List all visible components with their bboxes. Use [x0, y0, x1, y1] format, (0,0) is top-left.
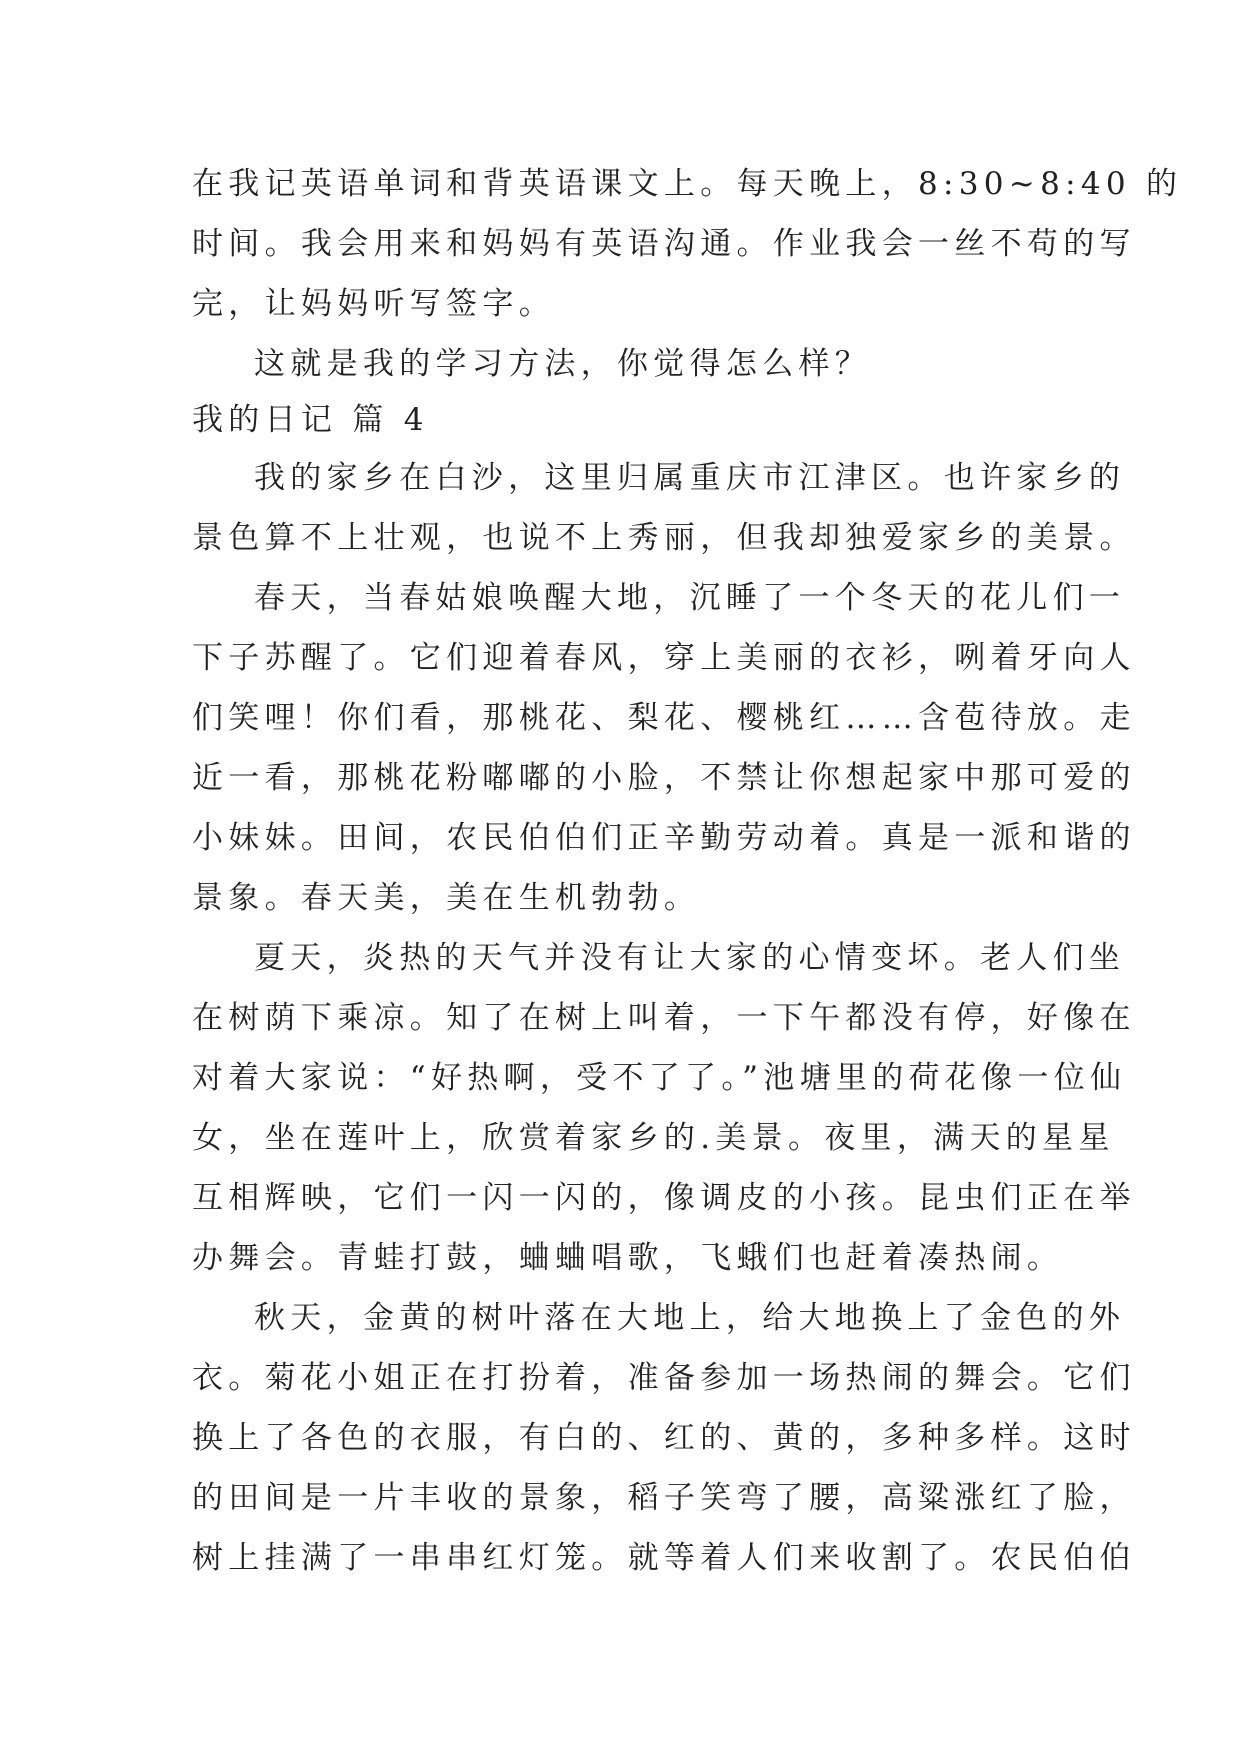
paragraph-line: 秋天，金黄的树叶落在大地上，给大地换上了金色的外: [254, 1300, 1126, 1336]
paragraph-line: 我的家乡在白沙，这里归属重庆市江津区。也许家乡的: [254, 460, 1126, 496]
paragraph-line: 们笑哩！你们看，那桃花、梨花、樱桃红……含苞待放。走: [192, 700, 1136, 736]
paragraph-line: 对着大家说：“好热啊，受不了了。”池塘里的荷花像一位仙: [192, 1060, 1127, 1096]
paragraph-line: 女，坐在莲叶上，欣赏着家乡的.美景。夜里，满天的星星: [192, 1120, 1115, 1156]
section-heading: 我的日记 篇 4: [192, 402, 429, 438]
paragraph-line: 树上挂满了一串串红灯笼。就等着人们来收割了。农民伯伯: [192, 1540, 1136, 1576]
paragraph-line: 下子苏醒了。它们迎着春风，穿上美丽的衣衫，咧着牙向人: [192, 640, 1136, 676]
text-line: 在我记英语单词和背英语课文上。每天晚上，8:30~8:40 的: [192, 166, 1183, 202]
paragraph-line: 夏天，炎热的天气并没有让大家的心情变坏。老人们坐: [254, 940, 1126, 976]
paragraph-line: 春天，当春姑娘唤醒大地，沉睡了一个冬天的花儿们一: [254, 580, 1126, 616]
paragraph-line: 换上了各色的衣服，有白的、红的、黄的，多种多样。这时: [192, 1420, 1136, 1456]
paragraph-line: 在树荫下乘凉。知了在树上叫着，一下午都没有停，好像在: [192, 1000, 1136, 1036]
text-line: 这就是我的学习方法，你觉得怎么样？: [254, 346, 872, 382]
paragraph-line: 近一看，那桃花粉嘟嘟的小脸，不禁让你想起家中那可爱的: [192, 760, 1136, 796]
paragraph-line: 的田间是一片丰收的景象，稻子笑弯了腰，高粱涨红了脸，: [192, 1480, 1136, 1516]
paragraph-line: 景象。春天美，美在生机勃勃。: [192, 880, 701, 916]
text-line: 时间。我会用来和妈妈有英语沟通。作业我会一丝不苟的写: [192, 226, 1136, 262]
text-line: 完，让妈妈听写签字。: [192, 286, 555, 322]
paragraph-line: 小妹妹。田间，农民伯伯们正辛勤劳动着。真是一派和谐的: [192, 820, 1136, 856]
paragraph-line: 衣。菊花小姐正在打扮着，准备参加一场热闹的舞会。它们: [192, 1360, 1136, 1396]
paragraph-line: 互相辉映，它们一闪一闪的，像调皮的小孩。昆虫们正在举: [192, 1180, 1136, 1216]
paragraph-line: 办舞会。青蛙打鼓，蛐蛐唱歌，飞蛾们也赶着凑热闹。: [192, 1240, 1064, 1276]
paragraph-line: 景色算不上壮观，也说不上秀丽，但我却独爱家乡的美景。: [192, 520, 1136, 556]
